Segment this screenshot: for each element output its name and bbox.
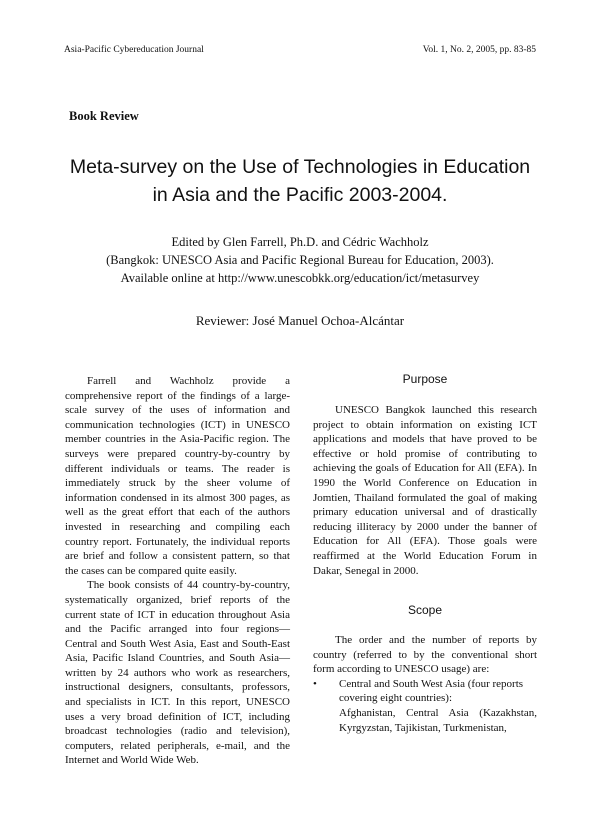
scope-section xyxy=(313,633,537,735)
publisher: (Bangkok: UNESCO Asia and Pacific Regional Bureau for Education, 2003). xyxy=(106,253,494,267)
editors: Edited by Glen Farrell, Ph.D. and Cédric Wachholz xyxy=(171,235,429,249)
scope-intro: The order and the number of reports by country (referred to by the conventional short form according to UNESCO usage) are: xyxy=(313,634,537,676)
bullet-title: Central and South West Asia (four reports covering eight countries): xyxy=(339,677,524,705)
journal-name: Asia-Pacific Cybereducation Journal xyxy=(64,45,204,55)
purpose-heading: Purpose xyxy=(402,372,448,386)
reviewer: Reviewer: José Manuel Ochoa-Alcántar xyxy=(195,313,405,328)
volume-info: Vol. 1, No. 2, 2005, pp. 83-85 xyxy=(422,45,536,55)
list-item xyxy=(313,677,537,735)
purpose-text: UNESCO Bangkok launched this research project to obtain information on existing ICT applications and models that have proved to be effective or hold promise of contributing to achieving the goals of Education for All (EFA). In 1990 the World Conference on Education in Jomtien, Thailand formulated the goal of making primary education universal and of drastically reducing illiteracy by 2000 under the banner of Education for All (EFA). Those goals were reaffirmed at the World Education Forum in Dakar, Senegal in 2000. xyxy=(313,404,537,577)
scope-heading: Scope xyxy=(407,603,443,617)
bullet-text: Afghanistan, Central Asia (Kazakhstan, Kyrgyzstan, Tajikistan, Turkmenistan, xyxy=(339,706,537,734)
paragraph-intro: Farrell and Wachholz provide a comprehensive report of the findings of a large-scale survey of the uses of information and communication technologies (ICT) in UNESCO member countries in the Asia-Pacific region. The surveys were prepared country-by-country by different individuals or teams. The reader is immediately struck by the sheer volume of information condensed in its almost 300 pages, as well as the great effort that each of the authors invested in researching and compiling each country report. Fortunately, the individual reports are brief and follow a consistent pattern, so that the cases can be compared quite easily. xyxy=(65,375,290,577)
title-line-2: in Asia and the Pacific 2003-2004. xyxy=(152,184,448,206)
book-info xyxy=(0,233,600,287)
section-label: Book Review xyxy=(69,109,139,123)
paragraph-contents: The book consists of 44 country-by-country, systematically organized, brief reports of the current state of ICT in education throughout Asia and the Pacific arranged into four regions—Central and South West Asia, East and South-East Asia, Pacific Island Countries, and South Asia—written by 24 authors who work as researchers, instructional designers, consultants, professors, and specialists in ICT. In this report, UNESCO uses a very broad definition of ICT, including broadcast technologies (radio and television), computers, related peripherals, e-mail, and the Internet and World Wide Web. xyxy=(65,579,290,767)
title-line-1: Meta-survey on the Use of Technologies in Education xyxy=(69,156,531,178)
purpose-section xyxy=(313,403,537,578)
bullet-icon: • xyxy=(313,677,317,690)
paper-title xyxy=(0,153,600,209)
left-column xyxy=(65,374,290,768)
online-link: Available online at http://www.unescobkk.org/education/ict/metasurvey xyxy=(120,271,480,285)
